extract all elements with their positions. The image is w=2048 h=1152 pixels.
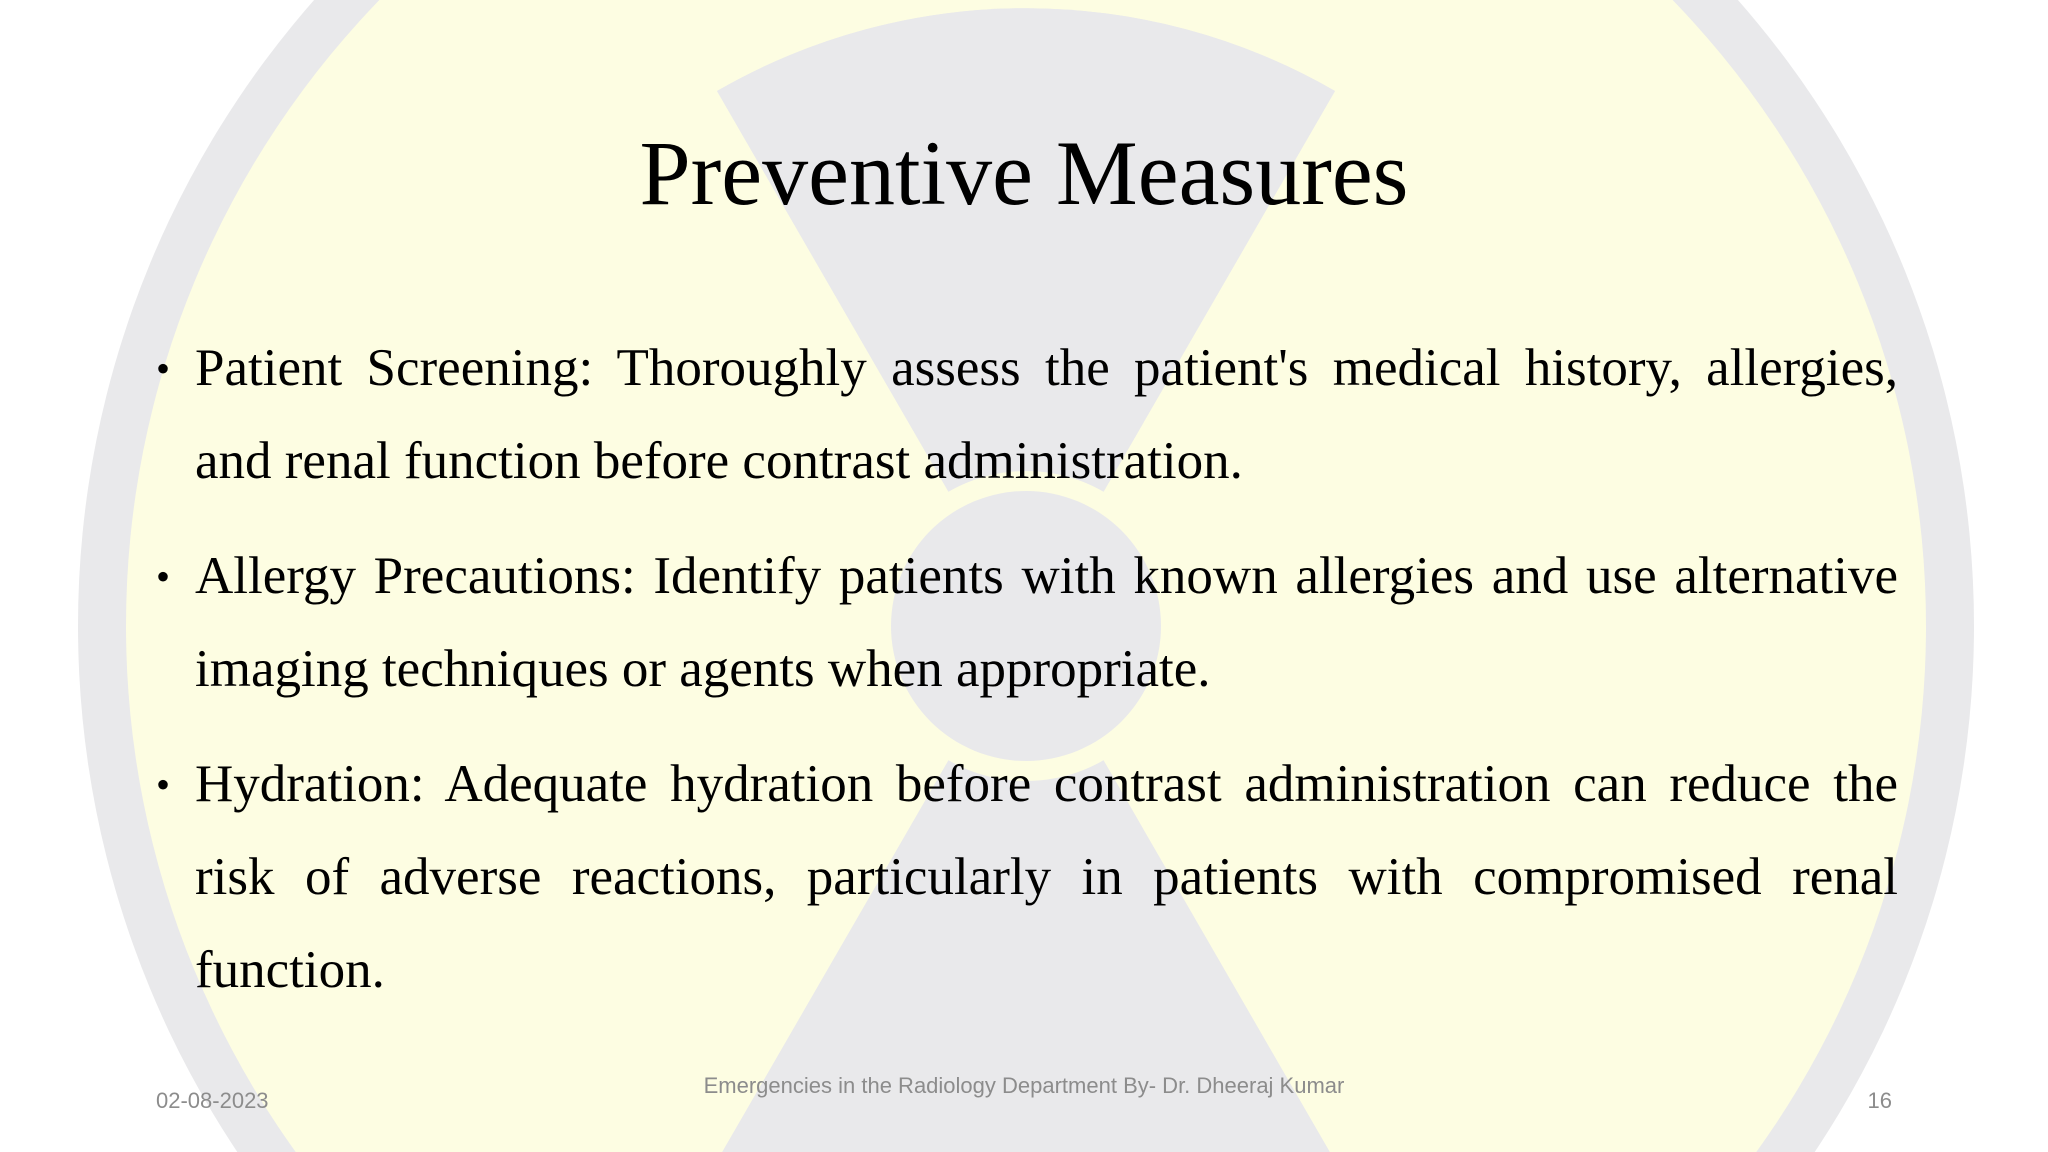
bullet-text: Allergy Precautions: Identify patients with known allergies and use alternative imaging techniques or agents when appropriate.	[195, 547, 1898, 698]
footer-page-number: 16	[1867, 1088, 1892, 1113]
footer-presentation-title: Emergencies in the Radiology Department By- Dr. Dheeraj Kumar	[703, 1073, 1345, 1098]
bullet-dot: •	[156, 346, 171, 391]
bullet-item-allergy-precautions	[150, 530, 1898, 716]
bullet-dot: •	[156, 554, 171, 599]
bullet-item-hydration	[150, 738, 1898, 1017]
bullet-dot: •	[156, 762, 171, 807]
bullet-item-patient-screening	[150, 322, 1898, 508]
bullet-text: Patient Screening: Thoroughly assess the patient's medical history, allergies, and renal function before contrast administration.	[195, 339, 1898, 490]
bullet-text: Hydration: Adequate hydration before contrast administration can reduce the risk of adverse reactions, particularly in patients with compromised renal function.	[195, 755, 1898, 999]
slide-title: Preventive Measures	[639, 122, 1409, 224]
bullet-list	[150, 322, 1898, 1039]
footer-date: 02-08-2023	[156, 1088, 269, 1113]
